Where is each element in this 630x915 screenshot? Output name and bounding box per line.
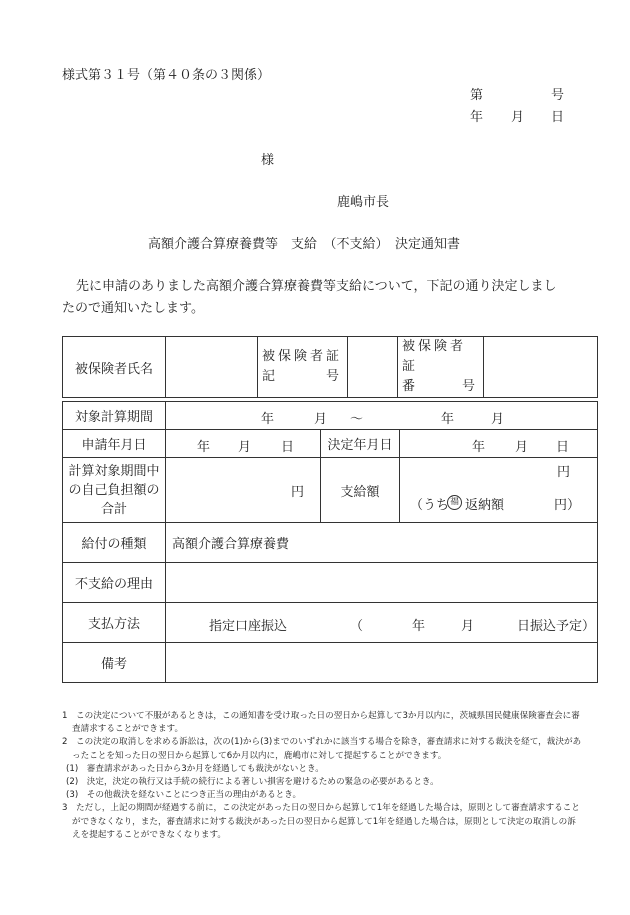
period-month-1: 月 (314, 412, 328, 427)
refund-label: 返納額 (465, 498, 505, 513)
self-burden-label-2: の自己負担額の (68, 482, 160, 498)
date-year: 年 (470, 110, 484, 125)
period-value[interactable] (166, 402, 598, 430)
payment-label: 支給額 (321, 458, 400, 523)
insured-name-value[interactable] (166, 337, 258, 398)
apply-date-label: 申請年月日 (63, 430, 166, 458)
method-year: 年 (412, 619, 426, 634)
payment-value[interactable] (400, 458, 598, 523)
intro-line-2: たので通知いたします。 (62, 301, 204, 316)
method-day: 日振込予定） (517, 619, 596, 634)
self-burden-value[interactable] (166, 458, 321, 523)
decision-year: 年 (472, 440, 486, 455)
period-year-1: 年 (261, 412, 275, 427)
cert-number-go: 号 (461, 379, 475, 394)
cert-symbol-value[interactable] (348, 337, 398, 398)
payment-method-label: 支払方法 (63, 603, 166, 643)
self-burden-label-3: 合計 (100, 501, 127, 517)
insured-name-label: 被保険者氏名 (63, 337, 166, 398)
note-2: 2 この決定の取消しを求める訴訟は，次の(1)から(3)までのいずれかに該当する場合を除き，審査請求に対する裁決を経て，裁決があったことを知った日の翌日から起算して6か月以内に，鹿嶋市に対して提起することができます。 (62, 737, 582, 761)
date-day: 日 (551, 110, 565, 125)
method-month: 月 (461, 619, 475, 634)
fuku-circle-icon: 福 (447, 495, 462, 510)
remarks-label: 備考 (63, 643, 166, 683)
period-label: 対象計算期間 (63, 402, 166, 430)
decision-details-table (62, 401, 598, 683)
self-burden-yen: 円 (291, 485, 305, 500)
refund-yen: 円） (554, 498, 581, 513)
apply-month: 月 (238, 440, 252, 455)
cert-symbol-label-top: 被保険者証 (262, 349, 343, 364)
doc-no-suffix: 号 (551, 88, 565, 103)
note-2-3: (3) その他裁決を経ないことにつき正当の理由があるとき。 (66, 790, 302, 801)
apply-date-value[interactable] (166, 430, 321, 458)
period-year-2: 年 (441, 412, 455, 427)
period-tilde: ～ (350, 412, 364, 427)
self-burden-label (63, 458, 166, 523)
note-1: 1 この決定について不服があるときは，この通知書を受け取った日の翌日から起算して3か月以内に，茨城県国民健康保険審査会に審査請求することができます。 (62, 711, 580, 735)
cert-number-label (398, 337, 484, 398)
remarks-value[interactable] (166, 643, 598, 683)
payment-yen: 円 (557, 465, 571, 480)
form-number: 様式第３１号（第４０条の３関係） (62, 68, 271, 83)
cert-symbol-ki: 記 (262, 369, 276, 384)
reason-value[interactable] (166, 563, 598, 603)
period-month-2: 月 (491, 412, 505, 427)
cert-number-label-top: 被保険者証 (402, 339, 467, 374)
method-paren-open: （ (350, 619, 364, 634)
reason-label: 不支給の理由 (63, 563, 166, 603)
decision-date-label: 決定年月日 (321, 430, 400, 458)
note-2-1: (1) 審査請求があった日から3か月を経過しても裁決がないとき。 (66, 763, 324, 774)
addressee: 様 (261, 153, 275, 168)
self-burden-label-1: 計算対象期間中 (68, 463, 160, 479)
cert-number-value[interactable] (484, 337, 598, 398)
cert-symbol-go: 号 (325, 369, 339, 384)
note-3: 3 ただし，上記の期間が経過する前に，この決定があった日の翌日から起算して1年を経過した場合は，原則として審査請求することができなくなり，また，審査請求に対する裁決があった日の翌日から起算して1年を経過した場合は，原則として決定の取消しの訴えを提起することができなくなります。 (62, 803, 580, 840)
method-name: 指定口座振込 (209, 619, 288, 634)
cert-symbol-label (258, 337, 348, 398)
benefit-type-label: 給付の種類 (63, 523, 166, 563)
payment-method-value (166, 603, 598, 643)
insured-info-table (62, 336, 598, 398)
refund-open: （うち (410, 498, 450, 513)
intro-line-1: 先に申請のありました高額介護合算療養費等支給について，下記の通り決定しまし (76, 279, 557, 294)
sender: 鹿嶋市長 (337, 195, 390, 210)
benefit-type-value: 高額介護合算療養費 (166, 523, 598, 563)
date-month: 月 (511, 110, 525, 125)
decision-day: 日 (556, 440, 570, 455)
apply-year: 年 (197, 440, 211, 455)
decision-date-value[interactable] (400, 430, 598, 458)
note-2-2: (2) 決定，決定の執行又は手続の続行による著しい損害を避けるための緊急の必要があるとき。 (66, 777, 439, 788)
apply-day: 日 (281, 440, 295, 455)
decision-month: 月 (515, 440, 529, 455)
notes-section (62, 710, 582, 842)
document-title: 高額介護合算療養費等 支給 （不支給） 決定通知書 (148, 237, 461, 252)
doc-no-prefix: 第 (470, 88, 484, 103)
cert-number-ban: 番 (402, 379, 416, 394)
